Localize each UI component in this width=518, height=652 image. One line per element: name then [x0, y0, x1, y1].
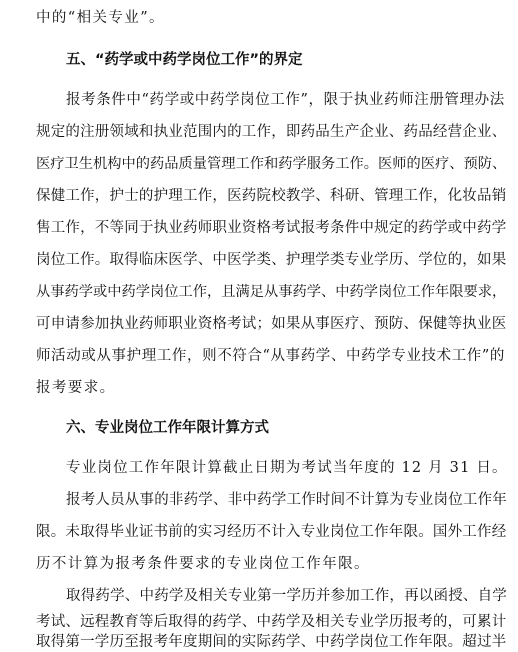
- section-heading: 五、“药学或中药学岗位工作”的界定: [66, 52, 303, 68]
- text-line: 规定的注册领域和执业范围内的工作，即药品生产企业、药品经营企业、: [36, 124, 507, 140]
- text-line: 医疗卫生机构中的药品质量管理工作和药学服务工作。医师的医疗、预防、: [36, 156, 507, 172]
- text-line: 取得药学、中药学及相关专业第一学历并参加工作，再以函授、自学: [66, 588, 507, 604]
- text-line: 报考条件中“药学或中药学岗位工作”，限于执业药师注册管理办法: [66, 92, 505, 108]
- text-line: 可申请参加执业药师职业资格考试；如果从事医疗、预防、保健等执业医: [36, 316, 507, 332]
- text-line: 限。未取得毕业证书前的实习经历不计入专业岗位工作年限。国外工作经: [36, 524, 507, 540]
- text-line: 中的“相关专业”。: [36, 10, 165, 26]
- text-line: 岗位工作。取得临床医学、中医学类、护理学类专业学历、学位的，如果: [36, 252, 507, 268]
- text-line: 历不计算为报考条件要求的专业岗位工作年限。: [36, 556, 370, 572]
- text-line: 师活动或从事护理工作，则不符合“从事药学、中药学专业技术工作”的: [36, 348, 506, 364]
- text-line: 报考人员从事的非药学、非中药学工作时间不计算为专业岗位工作年: [66, 492, 507, 508]
- text-line: 取得第一学历至报考年度期间的实际药学、中药学岗位工作年限。超过半: [36, 634, 507, 650]
- text-line: 专业岗位工作年限计算截止日期为考试当年度的 12 月 31 日。: [66, 460, 508, 476]
- text-line: 售工作，不等同于执业药师职业资格考试报考条件中规定的药学或中药学: [36, 220, 507, 236]
- text-line: 报考要求。: [36, 380, 116, 396]
- section-heading: 六、专业岗位工作年限计算方式: [66, 420, 269, 436]
- text-line: 考试、远程教育等后取得的药学、中药学及相关专业学历报考的，可累计: [36, 614, 507, 630]
- text-line: 从事药学或中药学岗位工作，且满足从事药学、中药学岗位工作年限要求，: [36, 284, 507, 300]
- text-line: 保健工作，护士的护理工作，医药院校教学、科研、管理工作，化妆品销: [36, 188, 507, 204]
